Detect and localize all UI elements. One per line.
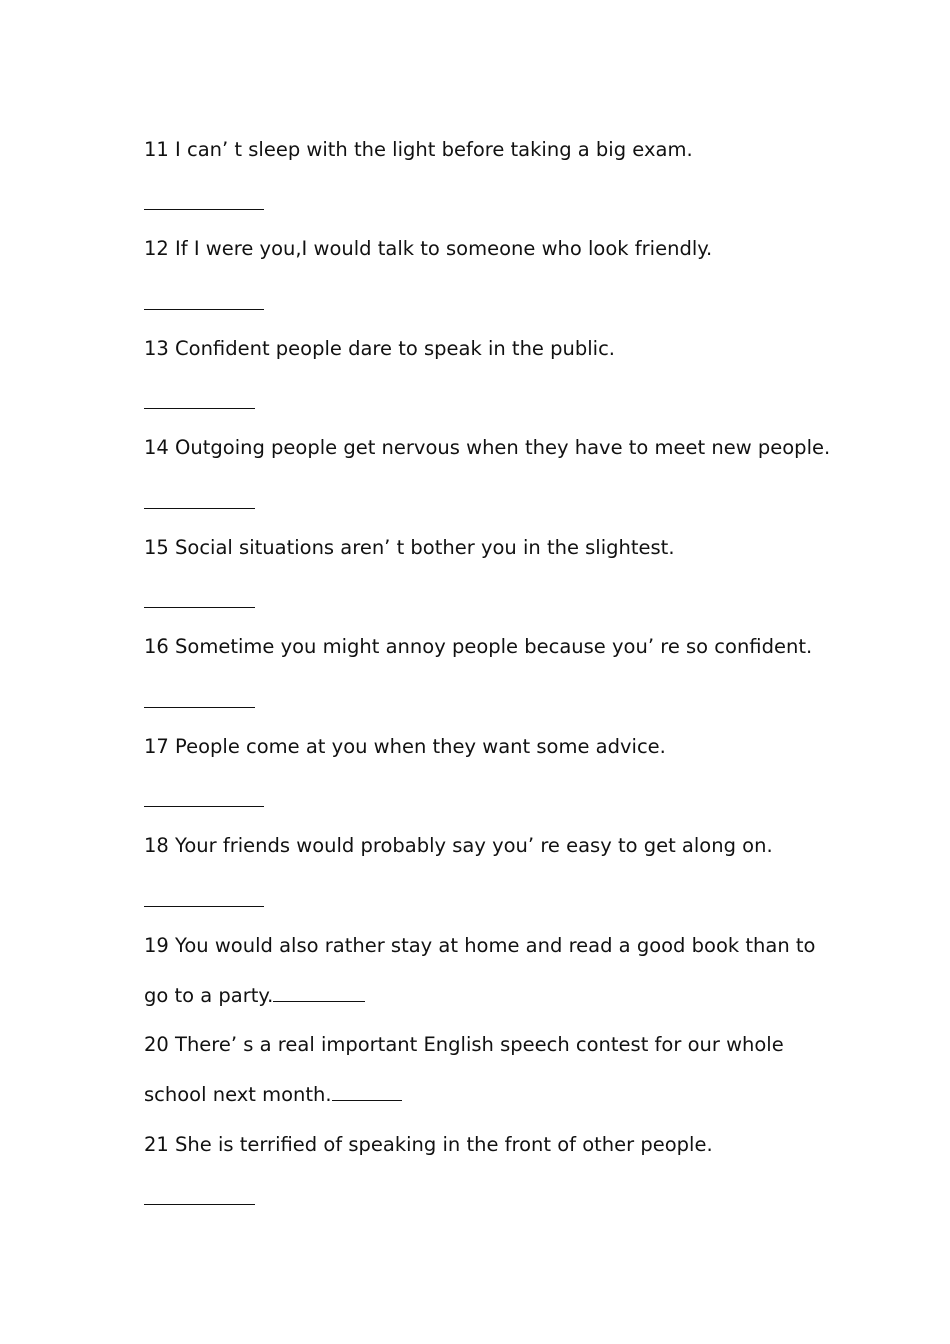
- item-text: Social situations aren’ t bother you in the slightest.: [175, 536, 675, 559]
- sentence-14: [144, 435, 844, 461]
- item-number: 20: [144, 1033, 169, 1056]
- answer-blank-19[interactable]: [273, 1000, 365, 1002]
- item-number: 19: [144, 934, 169, 957]
- item-text: Sometime you might annoy people because you’ re so confident.: [175, 635, 813, 658]
- item-number: 17: [144, 735, 169, 758]
- sentence-20-continued: [144, 1082, 844, 1108]
- answer-blank-18[interactable]: [144, 905, 264, 907]
- answer-blank-16[interactable]: [144, 706, 255, 708]
- sentence-19: [144, 933, 844, 959]
- item-number: 13: [144, 337, 169, 360]
- item-number: 18: [144, 834, 169, 857]
- sentence-19-continued: [144, 983, 844, 1009]
- answer-blank-20[interactable]: [332, 1099, 402, 1101]
- sentence-18: [144, 833, 844, 859]
- item-number: 15: [144, 536, 169, 559]
- answer-blank-12[interactable]: [144, 308, 264, 310]
- item-text: Outgoing people get nervous when they have to meet new people.: [175, 436, 831, 459]
- item-number: 14: [144, 436, 169, 459]
- item-text: school next month.: [144, 1083, 332, 1106]
- sentence-15: [144, 535, 844, 561]
- sentence-16: [144, 634, 844, 660]
- sentence-11: [144, 137, 844, 163]
- answer-blank-17[interactable]: [144, 805, 264, 807]
- sentence-21: [144, 1132, 844, 1158]
- sentence-12: [144, 236, 844, 262]
- sentence-17: [144, 734, 844, 760]
- item-number: 12: [144, 237, 169, 260]
- item-number: 21: [144, 1133, 169, 1156]
- item-text: Confident people dare to speak in the public.: [175, 337, 615, 360]
- answer-blank-14[interactable]: [144, 507, 255, 509]
- answer-blank-21[interactable]: [144, 1203, 255, 1205]
- item-number: 16: [144, 635, 169, 658]
- item-text: I can’ t sleep with the light before taking a big exam.: [175, 138, 693, 161]
- answer-blank-11[interactable]: [144, 208, 264, 210]
- item-text: go to a party.: [144, 984, 274, 1007]
- item-number: 11: [144, 138, 169, 161]
- sentence-20: [144, 1032, 844, 1058]
- item-text: She is terrified of speaking in the front of other people.: [175, 1133, 713, 1156]
- answer-blank-15[interactable]: [144, 606, 255, 608]
- item-text: You would also rather stay at home and read a good book than to: [175, 934, 816, 957]
- answer-blank-13[interactable]: [144, 407, 255, 409]
- item-text: There’ s a real important English speech contest for our whole: [175, 1033, 784, 1056]
- item-text: If I were you,I would talk to someone who look friendly.: [175, 237, 713, 260]
- sentence-13: [144, 336, 844, 362]
- item-text: People come at you when they want some advice.: [175, 735, 666, 758]
- item-text: Your friends would probably say you’ re easy to get along on.: [175, 834, 773, 857]
